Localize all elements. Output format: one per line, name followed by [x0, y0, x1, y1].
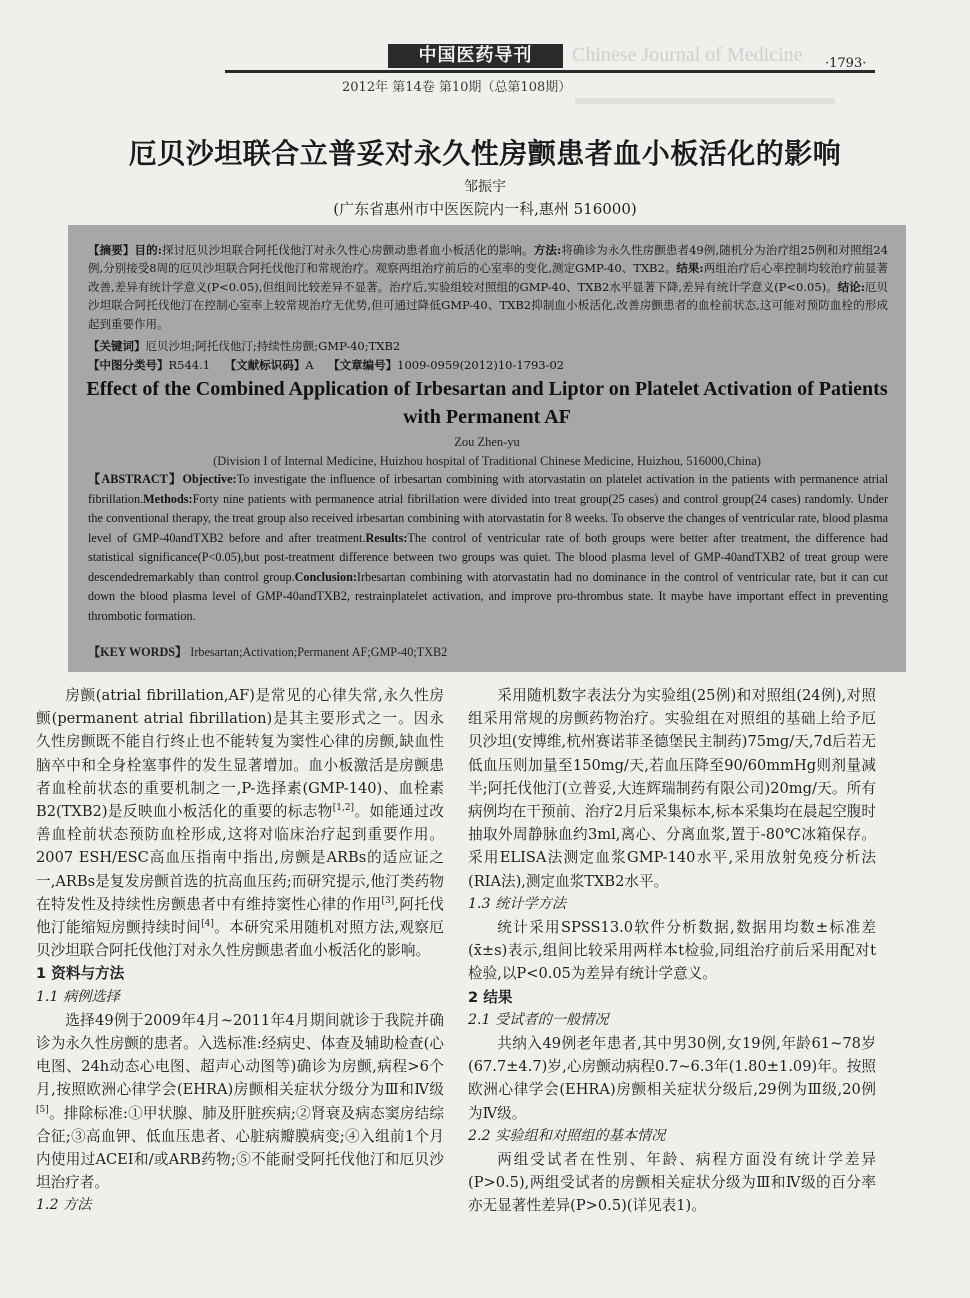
section-heading-results: 2 结果: [468, 988, 513, 1006]
english-author: Zou Zhen-yu: [454, 435, 520, 449]
article-author: 邹振宇: [464, 179, 506, 195]
issue-info: 2012年 第14卷 第10期（总第108期）: [342, 80, 572, 95]
subsection-heading-baseline: 2.2 实验组和对照组的基本情况: [468, 1127, 666, 1144]
english-title: Effect of the Combined Application of Irbesartan and Liptor on Platelet Activation of Patients with Permanent AF: [86, 378, 888, 428]
method-paragraph: 采用随机数字表法分为实验组(25例)和对照组(24例),对照组采用常规的房颤药物治疗。实验组在对照组的基础上给予厄贝沙坦(安博维,杭州赛诺菲圣德堡民主制药)75mg/天,7d后若无低血压则加量至150mg/天,若血压降至90/60mmHg则剂量减半;阿托伐他汀(立普妥,大连辉瑞制药有限公司)20mg/天。所有病例均在干预前、治疗2月后采集标本,标本采集均在晨起空腹时抽取外周静脉血约3ml,离心、分离血浆,置于-80℃冰箱保存。采用ELISA法测定血浆GMP-140水平,采用放射免疫分析法(RIA法),测定血浆TXB2水平。: [468, 687, 876, 890]
subsection-heading-cases: 1.1 病例选择: [36, 988, 120, 1005]
subsection-heading-stats: 1.3 统计学方法: [468, 895, 567, 912]
journal-header: [0, 0, 970, 110]
article-affiliation: (广东省惠州市中医医院内一科,惠州 516000): [333, 200, 637, 218]
article-title: 厄贝沙坦联合立普妥对永久性房颤患者血小板活化的影响: [128, 137, 842, 170]
body-column-left: [36, 684, 444, 1218]
header-rule: [225, 70, 875, 73]
subsection-heading-general: 2.1 受试者的一般情况: [468, 1011, 609, 1028]
abstract-cn-keywords: 【关键词】厄贝沙坦;阿托伐他汀;持续性房颤;GMP-40;TXB2: [88, 339, 401, 353]
body-column-right: [468, 684, 876, 1218]
journal-title-en: Chinese Journal of Medicine: [572, 44, 803, 66]
page-number: ·1793·: [825, 56, 867, 71]
abstract-en: 【ABSTRACT】Objective:To investigate the influence of irbesartan combining with atorvastatin on platelet activation in the patients with permanence atrial fibrillation.Methods:Forty nine patients with permanence atrial fibrillation were divided into treat group(25 cases) and control group(24 cases) randomly. Under the conventional therapy, the treat group also received irbesartan combining with atorvastatin for 8 weeks. To observe the changes of ventricular rate, blood plasma level of GMP-40andTXB2 before and after treatment.Results:The control of ventricular rate of both groups were better after treatment, the difference had statistical significance(P<0.05),but post-treatment difference between two groups was quiet. The blood plasma level of GMP-40andTXB2 of treat group were descendedremarkably than control group.Conclusion:Irbesartan combining with atorvastatin had no dominance in the control of ventricular rate, but it can cut down the blood plasma level of GMP-40andTXB2, restrainplatelet activation, and improve pro-thrombus state. It maybe have important effect in preventing thrombotic formation.: [88, 472, 889, 623]
baseline-paragraph: 两组受试者在性别、年龄、病程方面没有统计学差异(P>0.5),两组受试者的房颤相关症状分级为Ⅲ和Ⅳ级的百分率亦无显著性差异(P>0.5)(详见表1)。: [468, 1151, 876, 1215]
intro-paragraph: 房颤(atrial fibrillation,AF)是常见的心律失常,永久性房颤(permanent atrial fibrillation)是其主要形式之一。因永久性房颤既不能自行终止也不能转复为窦性心律的房颤,缺血性脑卒中和全身栓塞事件的发生显著增加。血小板激活是房颤患者血栓前状态的重要机制之一,P-选择素(GMP-140)、血栓素B2(TXB2)是反映血小板活化的重要的标志物[1,2]。如能通过改善血栓前状态预防血栓形成,这将对临床治疗起到重要作用。2007 ESH/ESC高血压指南中指出,房颤是ARBs的适应证之一,ARBs是复发房颤首选的抗高血压药;而研究提示,他汀类药物在特发性及持续性房颤患者中有维持窦性心律的作用[3],阿托伐他汀能缩短房颤持续时间[4]。本研究采用随机对照方法,观察厄贝沙坦联合阿托伐他汀对永久性房颤患者血小板活化的影响。: [36, 687, 444, 960]
english-affiliation: (Division I of Internal Medicine, Huizhou hospital of Traditional Chinese Medicine, Huizhou, 516000,China): [213, 454, 761, 468]
abstract-en-keywords: 【KEY WORDS】 Irbesartan;Activation;Permanent AF;GMP-40;TXB2: [88, 645, 448, 659]
cases-paragraph: 选择49例于2009年4月~2011年4月期间就诊于我院并确诊为永久性房颤的患者。入选标准:经病史、体查及辅助检查(心电图、24h动态心电图、超声心动图等)确诊为房颤,病程>6个月,按照欧洲心律学会(EHRA)房颤相关症状分级分为Ⅲ和Ⅳ级[5]。排除标准:①甲状腺、肺及肝脏疾病;②肾衰及病态窦房结综合征;③高血钾、低血压患者、心脏病瓣膜病变;④入组前1个月内使用过ACEI和/或ARB药物;⑤不能耐受阿托伐他汀和厄贝沙坦治疗者。: [36, 1011, 444, 1192]
journal-title-cn: 中国医药导刊: [388, 44, 563, 68]
abstract-cn-classification: 【中图分类号】R544.1 【文献标识码】A 【文章编号】1009-0959(2012)10-1793-02: [88, 358, 565, 372]
abstract-box: [68, 225, 906, 672]
section-heading-materials: 1 资料与方法: [36, 965, 125, 983]
header-bleed-through: [575, 98, 835, 104]
stats-paragraph: 统计采用SPSS13.0软件分析数据,数据用均数±标准差(x̄±s)表示,组间比较采用两样本t检验,同组治疗前后采用配对t检验,以P<0.05为差异有统计学意义。: [468, 919, 876, 983]
subsection-heading-method: 1.2 方法: [36, 1197, 92, 1214]
general-paragraph: 共纳入49例老年患者,其中男30例,女19例,年龄61~78岁(67.7±4.7)岁,心房颤动病程0.7~6.3年(1.80±1.09)年。按照欧洲心律学会(EHRA)房颤相关症状分级后,29例为Ⅲ级,20例为Ⅳ级。: [468, 1035, 876, 1122]
abstract-cn: 【摘要】目的:探讨厄贝沙坦联合阿托伐他汀对永久性心房颤动患者血小板活化的影响。方法:将确诊为永久性房颤患者49例,随机分为治疗组25例和对照组24例,分别接受8周的厄贝沙坦联合阿托伐他汀和常规治疗。观察两组治疗前后的心室率的变化,测定GMP-40、TXB2。结果:两组治疗后心率控制均较治疗前显著改善,差异有统计学意义(P<0.05),但组间比较差异不显著。治疗后,实验组较对照组的GMP-40、TXB2水平显著下降,差异有统计学意义(P<0.05)。结论:厄贝沙坦联合阿托伐他汀在控制心室率上较常规治疗无优势,但可通过降低GMP-40、TXB2抑制血小板活化,改善房颤患者的血栓前状态,这可能对预防血栓的形成起到重要作用。: [88, 243, 889, 331]
